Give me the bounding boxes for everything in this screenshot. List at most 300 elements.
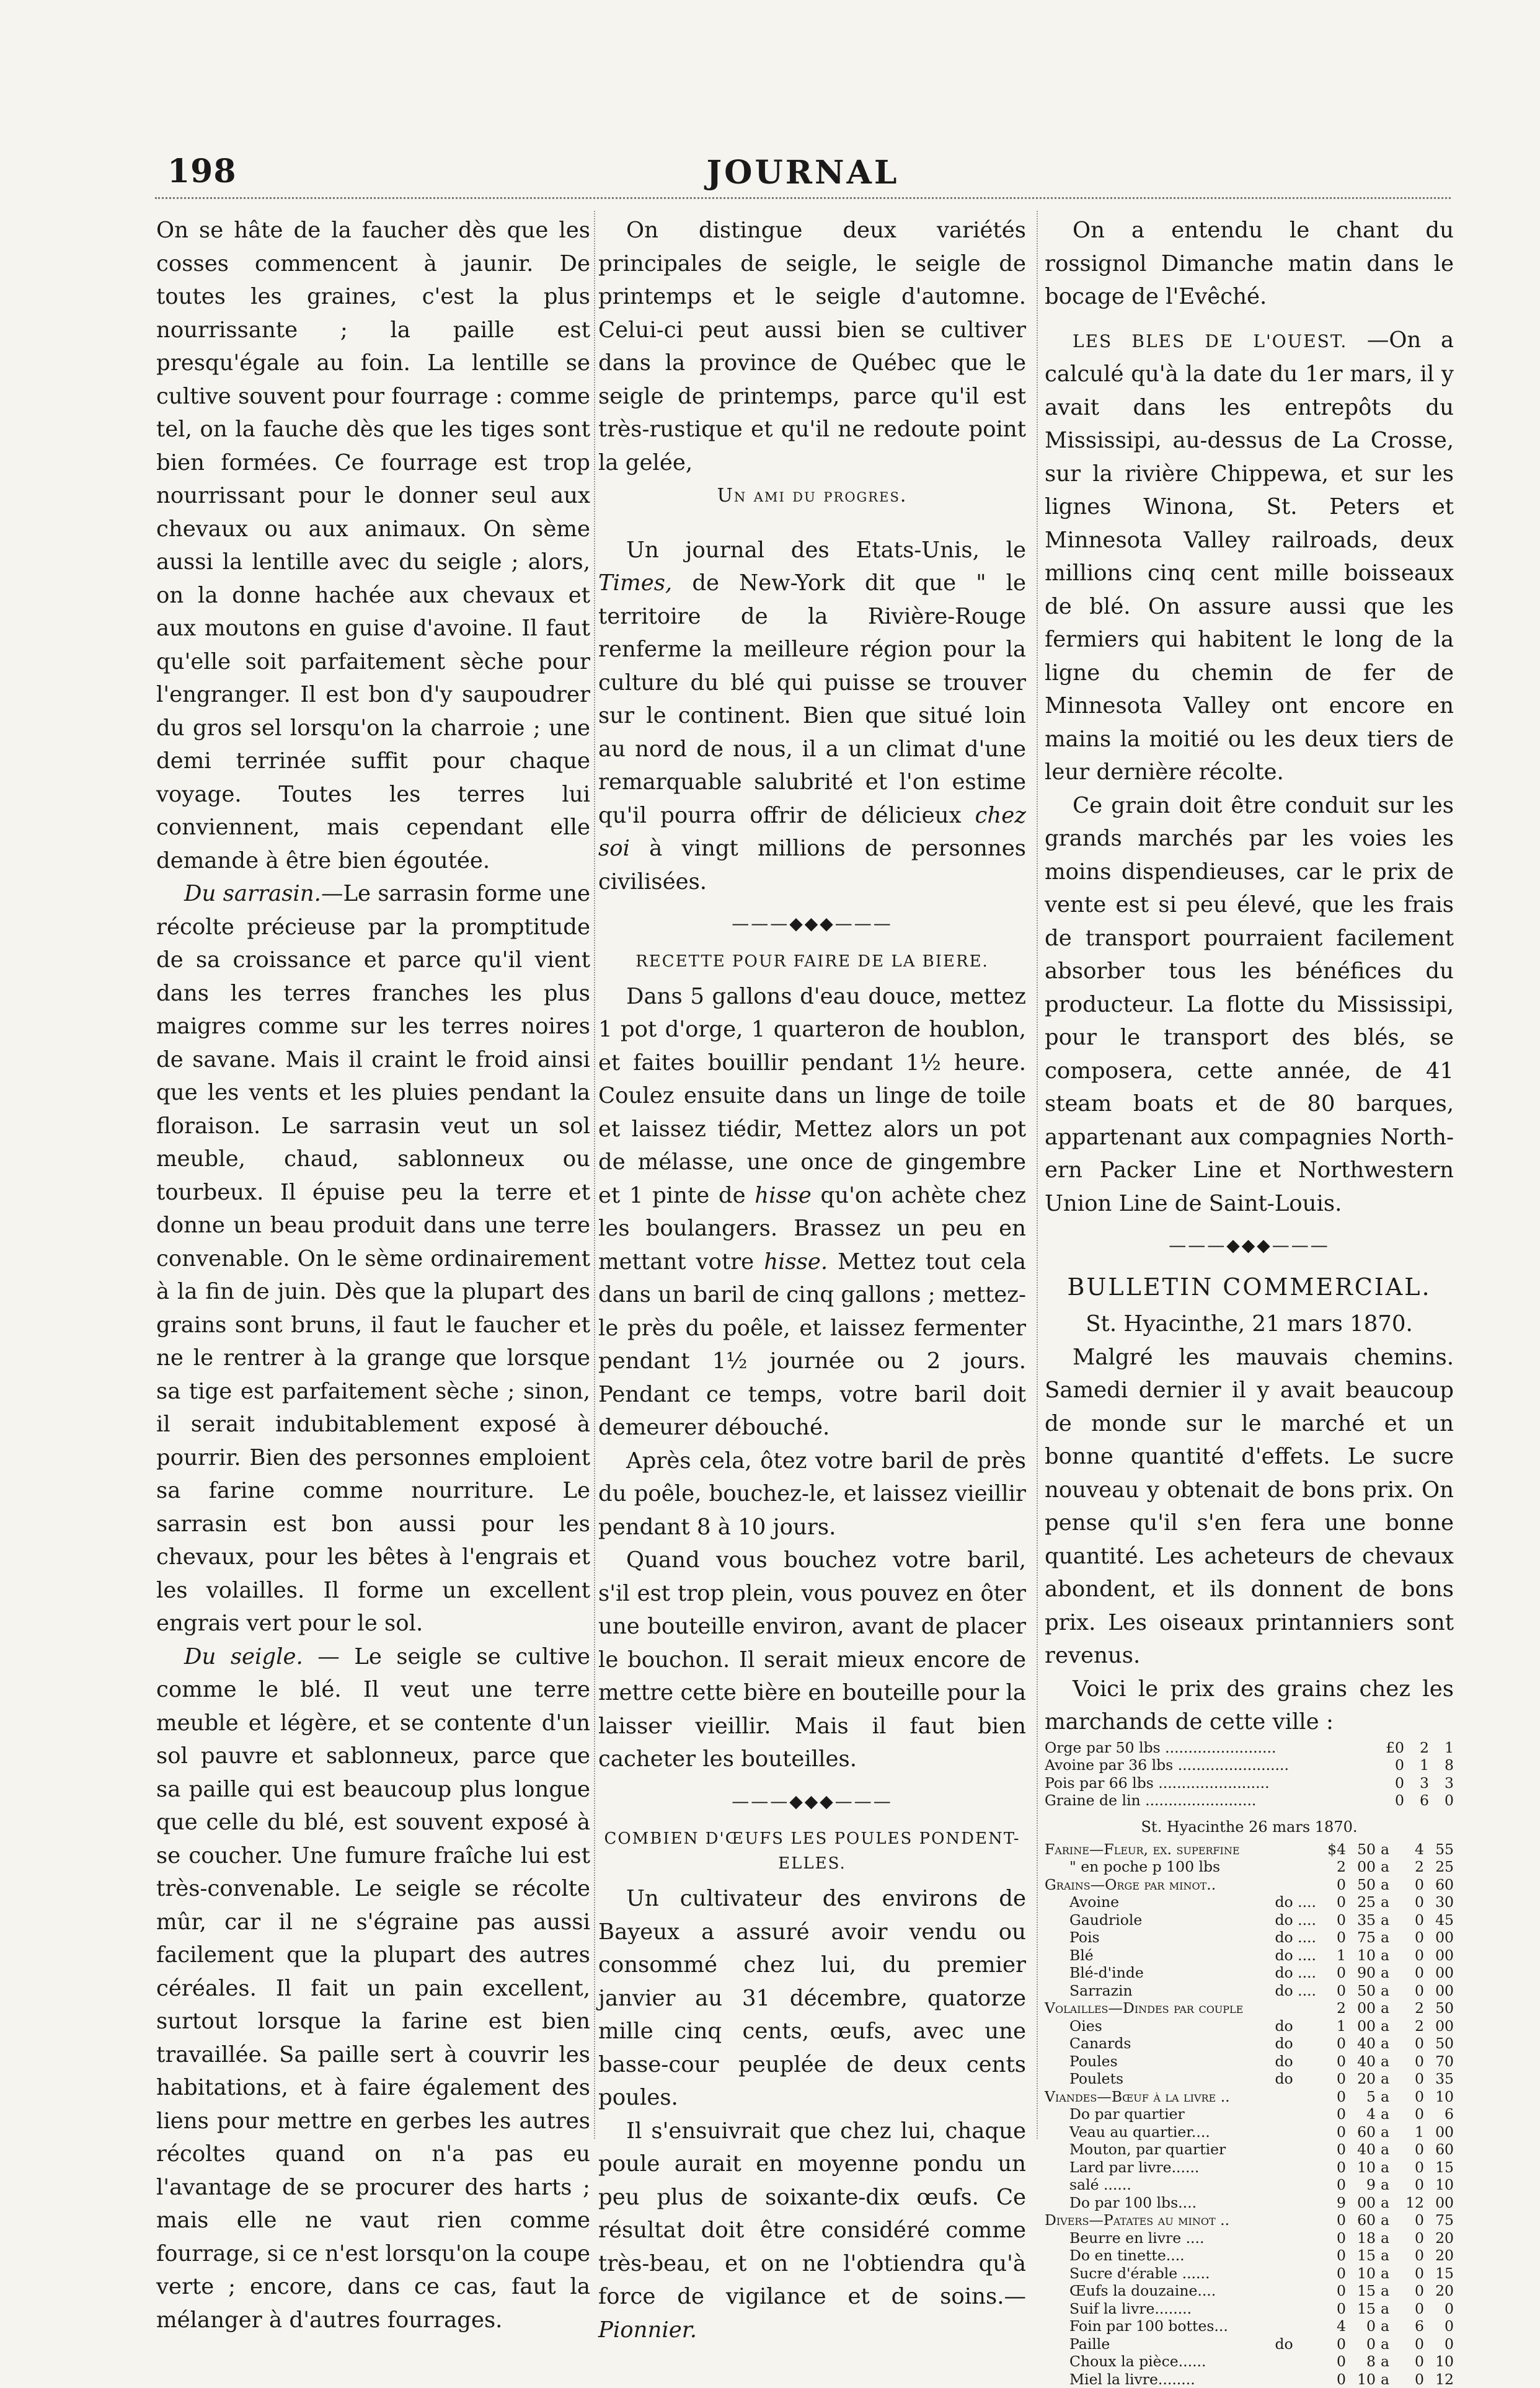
table-row	[1045, 1929, 1454, 1947]
price-value: 0	[1346, 2335, 1376, 2353]
price-value: 55	[1424, 1841, 1454, 1859]
price-value: 15	[1424, 2265, 1454, 2283]
table-row	[1045, 1982, 1454, 2000]
price-value: 10	[1424, 2353, 1454, 2371]
price-value: 12	[1394, 2194, 1424, 2212]
text-span: à vingt millions de personnes civilisées.	[598, 836, 1026, 895]
price-label: Viandes—Bœuf à la livre ..	[1045, 2088, 1275, 2106]
price-separator: a	[1376, 2371, 1394, 2388]
price-value: 20	[1424, 2229, 1454, 2247]
price-value: 0	[1394, 2035, 1424, 2053]
price-value: 10	[1424, 2176, 1454, 2194]
price-label: Gaudriole	[1045, 1911, 1275, 1929]
price-ditto	[1275, 2353, 1316, 2371]
price-value: 60	[1346, 2123, 1376, 2141]
price-value: 0	[1394, 2088, 1424, 2106]
table-row	[1045, 1876, 1454, 1894]
price-value: 2	[1316, 1999, 1346, 2017]
price-label: Veau au quartier....	[1045, 2123, 1275, 2141]
table-row	[1045, 2229, 1454, 2247]
price-value: 10	[1346, 1947, 1376, 1965]
price-label: Do par 100 lbs....	[1045, 2194, 1275, 2212]
price-value: 40	[1346, 2035, 1376, 2053]
column-1	[156, 214, 590, 2337]
price-value: 0	[1346, 2317, 1376, 2335]
price-value: 50	[1346, 1876, 1376, 1894]
price-value: 4	[1346, 2105, 1376, 2123]
text-span: Dans 5 gallons d'eau douce, mettez 1 pot d'orge, 1 quarteron de houblon, et faites bouillir pendant 1½ heure. Coulez ensuite dans un linge de toile et laissez tiédir, Mettez alors un pot de mélasse, une once de gingembre et 1 pinte de	[598, 984, 1026, 1208]
price-value: 15	[1346, 2300, 1376, 2318]
price-label: Avoine par 36 lbs ........................	[1045, 1756, 1379, 1774]
seigle-heading: Du seigle.	[184, 1644, 303, 1669]
bulletin-date: St. Hyacinthe, 21 mars 1870.	[1045, 1307, 1454, 1341]
price-separator: a	[1376, 2176, 1394, 2194]
price-value: 1	[1394, 2123, 1424, 2141]
paragraph-prix-intro: Voici le prix des grains chez les marchands de cette ville :	[1045, 1673, 1454, 1739]
price-value: 60	[1424, 1876, 1454, 1894]
price-separator: a	[1376, 2053, 1394, 2071]
price-value: 50	[1346, 1841, 1376, 1859]
price-separator: a	[1376, 1893, 1394, 1911]
hisse-italic: hisse	[755, 1183, 812, 1208]
paragraph-recette-2: Après cela, ôtez votre baril de près du poêle, bouchez-le, et laissez vieillir pendant 8 à 10 jours.	[598, 1444, 1026, 1544]
table-row	[1045, 2159, 1454, 2177]
price-value: 0	[1394, 1982, 1424, 2000]
seigle-text: — Le seigle se cultive comme le blé. Il veut une terre meuble et légère, et se contente d'un sol pauvre et sablonneux, parce que sa paille qui est beaucoup plus longue que celle du blé, est souvent exposé à se coucher. Une fumure fraîche lui est très-convenable. Le seigle se récolte mûr, car il ne s'égraine pas aussi facilement que la plupart des autres céréales. Il fait un pain excellent, surtout lorsque la farine est bien travaillée. Sa paille sert à couvrir les habitations, et à faire également des liens pour mettre en gerbes les autres récoltes quand on n'a pas eu l'avantage de se procurer des harts ; mais elle ne vaut rien comme fourrage, si ce n'est lorsqu'on la coupe verte ; encore, dans ce cas, faut la mélanger à d'autres fourrages.	[156, 1644, 590, 2333]
price-table-market	[1045, 1841, 1454, 2388]
price-label: Lard par livre......	[1045, 2159, 1275, 2177]
price-value: 0	[1394, 2335, 1424, 2353]
price-value: 9	[1346, 2176, 1376, 2194]
price-value: 0	[1316, 2229, 1346, 2247]
price-value: 90	[1346, 1964, 1376, 1982]
price-value: $4	[1316, 1841, 1346, 1859]
table-row	[1045, 2247, 1454, 2265]
price-value: 0	[1394, 2265, 1424, 2283]
table-row	[1045, 2317, 1454, 2335]
price-value: 4	[1394, 1841, 1424, 1859]
price-separator: a	[1376, 1841, 1394, 1859]
paragraph-bles-ouest	[1045, 324, 1454, 789]
price-value: 30	[1424, 1893, 1454, 1911]
price-value: 00	[1346, 1858, 1376, 1876]
running-title: JOURNAL	[155, 154, 1451, 192]
price-label: Pois	[1045, 1929, 1275, 1947]
price-ditto	[1275, 1999, 1316, 2017]
price-value: 0	[1316, 2371, 1346, 2388]
text-span: qu'on achète chez les boulangers. Brassez un peu en mettant votre	[598, 1183, 1026, 1275]
price-label: Graine de lin ........................	[1045, 1792, 1379, 1810]
price-label: Do par quartier	[1045, 2105, 1275, 2123]
price-label: salé ......	[1045, 2176, 1275, 2194]
price-value: 0	[1394, 2053, 1424, 2071]
price-value: 20	[1424, 2247, 1454, 2265]
price-value: 20	[1424, 2282, 1454, 2300]
sarrasin-text: —Le sarrasin forme une récolte précieuse par la promptitude de sa croissance et parce qu'il vient dans les terres franches les plus maigres comme sur les terres noires de savane. Mais il craint le froid ainsi que les vents et les pluies pendant la floraison. Le sarrasin veut un sol meuble, chaud, sablonneux ou tourbeux. Il épuise peu la terre et donne un beau produit dans une terre convenable. On le sème ordinairement à la fin de juin. Dès que la plupart des grains sont bruns, il faut le faucher et ne le rentrer à la grange que lorsque sa tige est parfaitement sèche ; sinon, il serait indubitablement exposé à pourrir. Bien des personnes emploient sa farine comme nourriture. Le sarrasin est bon aussi pour les chevaux, pour les bêtes à l'engrais et les volailles. Il forme un excellent engrais vert pour le sol.	[156, 881, 590, 1636]
price-separator: a	[1376, 2088, 1394, 2106]
price-ditto: do ....	[1275, 1929, 1316, 1947]
price-value: £0	[1379, 1739, 1404, 1757]
paragraph-recette-1	[598, 980, 1026, 1444]
price-ditto: do	[1275, 2035, 1316, 2053]
price-value: 2	[1394, 1999, 1424, 2017]
paragraph-seigle	[156, 1640, 590, 2337]
price-value: 10	[1346, 2159, 1376, 2177]
pionnier-signature: Pionnier.	[598, 2317, 697, 2343]
price-value: 0	[1316, 2035, 1346, 2053]
column-divider	[594, 211, 595, 2139]
table-row	[1045, 2070, 1454, 2088]
price-ditto	[1275, 2088, 1316, 2106]
price-value: 0	[1429, 1792, 1454, 1810]
price-label: " en poche p 100 lbs	[1045, 1858, 1275, 1876]
price-value: 0	[1316, 2176, 1346, 2194]
price-separator: a	[1376, 1858, 1394, 1876]
paragraph-riviere-rouge	[598, 534, 1026, 899]
price-separator: a	[1376, 2282, 1394, 2300]
price-value: 15	[1424, 2159, 1454, 2177]
spacer	[1045, 314, 1454, 324]
price-label: Farine—Fleur, ex. superfine	[1045, 1841, 1275, 1859]
price-separator: a	[1376, 2317, 1394, 2335]
price-value: 0	[1316, 2335, 1346, 2353]
price-value: 2	[1404, 1739, 1429, 1757]
price-value: 50	[1424, 2035, 1454, 2053]
table-row	[1045, 2353, 1454, 2371]
text-span: de New-York dit que " le territoire de la Rivière-Rouge renferme la meilleure région pour la culture du blé qui puisse se trouver sur le continent. Bien que situé loin au nord de nous, il a un climat d'une remarquable salubrité et l'on estime qu'il pourra offrir de délicieux	[598, 570, 1026, 828]
price-value: 40	[1346, 2141, 1376, 2159]
spacer	[598, 513, 1026, 534]
table-row	[1045, 2123, 1454, 2141]
bulletin-commercial-title: BULLETIN COMMERCIAL.	[1045, 1271, 1454, 1304]
price-label: Orge par 50 lbs ........................	[1045, 1739, 1379, 1757]
price-value: 0	[1316, 1893, 1346, 1911]
price-value: 00	[1424, 1929, 1454, 1947]
paragraph-grain-transport: Ce grain doit être conduit sur les grands marchés par les voies les moins dispendieuses, car le prix de vente est si peu élevé, que les frais de transport pourraient facilement absorber tous les bénéfices du producteur. La flotte du Mississipi, pour le transport des blés, se composera, cette année, de 41 steam boats et de 80 barques, appartenant aux compagnies North-ern Packer Line et Northwestern Union Line de Saint-Louis.	[1045, 789, 1454, 1221]
price-separator: a	[1376, 1929, 1394, 1947]
price-value: 0	[1316, 1964, 1346, 1982]
price-value: 6	[1424, 2105, 1454, 2123]
paragraph-rossignol: On a entendu le chant du rossignol Dimanche matin dans le bocage de l'Evêché.	[1045, 214, 1454, 314]
price-value: 35	[1424, 2070, 1454, 2088]
ornament-divider: ———◆◆◆———	[598, 1785, 1026, 1818]
price-value: 0	[1394, 2141, 1424, 2159]
price-ditto	[1275, 2282, 1316, 2300]
price-ditto: do	[1275, 2053, 1316, 2071]
price-ditto	[1275, 2194, 1316, 2212]
table-row	[1045, 2211, 1454, 2229]
price-value: 2	[1316, 1858, 1346, 1876]
table-row	[1045, 2053, 1454, 2071]
price-label: Canards	[1045, 2035, 1275, 2053]
price-label: Œufs la douzaine....	[1045, 2282, 1275, 2300]
heading-recette-biere: RECETTE POUR FAIRE DE LA BIERE.	[598, 949, 1026, 974]
price-separator: a	[1376, 2123, 1394, 2141]
price-value: 0	[1316, 2353, 1346, 2371]
table-row	[1045, 1756, 1454, 1774]
price-separator: a	[1376, 1999, 1394, 2017]
price-separator: a	[1376, 2141, 1394, 2159]
price-label: Paille	[1045, 2335, 1275, 2353]
column-3	[1045, 214, 1454, 2388]
price-ditto: do ....	[1275, 1964, 1316, 1982]
price-label: Oies	[1045, 2017, 1275, 2035]
price-value: 0	[1316, 2159, 1346, 2177]
price-ditto: do ....	[1275, 1982, 1316, 2000]
column-2	[598, 214, 1026, 2346]
table-row	[1045, 2265, 1454, 2283]
price-separator: a	[1376, 1876, 1394, 1894]
price-ditto	[1275, 2300, 1316, 2318]
price-value: 0	[1394, 2300, 1424, 2318]
hisse-italic: hisse.	[764, 1249, 828, 1275]
paragraph-bayeux: Un cultivateur des environs de Bayeux a assuré avoir vendu ou consommé chez lui, du premier janvier au 31 décembre, quatorze mille cinq cents, œufs, avec une basse-cour peuplée de deux cents poules.	[598, 1882, 1026, 2115]
table-row	[1045, 1893, 1454, 1911]
price-value: 0	[1394, 1911, 1424, 1929]
price-value: 9	[1316, 2194, 1346, 2212]
paragraph-moyenne	[598, 2115, 1026, 2347]
price-value: 6	[1404, 1792, 1429, 1810]
price-ditto: do	[1275, 2335, 1316, 2353]
price-value: 0	[1316, 2088, 1346, 2106]
price-ditto	[1275, 2141, 1316, 2159]
price-value: 0	[1316, 2282, 1346, 2300]
price-value: 0	[1394, 2105, 1424, 2123]
price-value: 60	[1424, 2141, 1454, 2159]
price-value: 00	[1424, 2194, 1454, 2212]
price-table-date: St. Hyacinthe 26 mars 1870.	[1045, 1816, 1454, 1838]
price-ditto: do ....	[1275, 1893, 1316, 1911]
price-ditto	[1275, 1876, 1316, 1894]
price-ditto	[1275, 2265, 1316, 2283]
price-value: 00	[1346, 1999, 1376, 2017]
price-value: 2	[1394, 2017, 1424, 2035]
price-value: 25	[1424, 1858, 1454, 1876]
table-row	[1045, 1999, 1454, 2017]
page-header	[155, 148, 1451, 197]
price-value: 18	[1346, 2229, 1376, 2247]
price-label: Beurre en livre ....	[1045, 2229, 1275, 2247]
price-value: 0	[1394, 2176, 1424, 2194]
price-value: 0	[1394, 1893, 1424, 1911]
price-separator: a	[1376, 2265, 1394, 2283]
price-label: Poulets	[1045, 2070, 1275, 2088]
price-separator: a	[1376, 2335, 1394, 2353]
price-label: Volailles—Dindes par couple	[1045, 1999, 1275, 2017]
price-table-grains	[1045, 1739, 1454, 1810]
price-value: 50	[1424, 1999, 1454, 2017]
price-ditto: do ....	[1275, 1947, 1316, 1965]
price-value: 1	[1429, 1739, 1454, 1757]
table-row	[1045, 1911, 1454, 1929]
page-number: 198	[167, 153, 237, 190]
ornament-divider: ———◆◆◆———	[1045, 1229, 1454, 1262]
price-value: 0	[1394, 1929, 1424, 1947]
price-label: Sucre d'érable ......	[1045, 2265, 1275, 2283]
table-row	[1045, 2176, 1454, 2194]
price-value: 8	[1429, 1756, 1454, 1774]
price-value: 0	[1316, 1876, 1346, 1894]
price-value: 12	[1424, 2371, 1454, 2388]
text-span: —On a calculé qu'à la date du 1er mars, il y avait dans les entrepôts du Mississipi, au-dessus de La Crosse, sur la rivière Chippewa, et sur les lignes Winona, St. Peters et Minnesota Valley railroads, deux millions cinq cent mille boisseaux de blé. On assure aussi que les fermiers qui habitent le long de la ligne du chemin de fer de Minnesota Valley ont encore en mains la moitié ou les deux tiers de leur dernière récolte.	[1045, 327, 1454, 785]
price-value: 0	[1394, 2159, 1424, 2177]
price-ditto	[1275, 2211, 1316, 2229]
text-span: Il s'ensuivrait que chez lui, chaque poule aurait en moyenne pondu un peu plus de soixante-dix œufs. Ce résultat doit être considéré comme très-beau, et on ne l'obtiendra qu'à force de vigilance et de soins.—	[598, 2118, 1026, 2310]
times-italic: Times,	[598, 570, 672, 596]
price-value: 1	[1404, 1756, 1429, 1774]
signature-ami-progres: Un ami du progres.	[598, 479, 1026, 513]
price-ditto	[1275, 2105, 1316, 2123]
price-value: 00	[1424, 1964, 1454, 1982]
ornament-divider: ———◆◆◆———	[598, 907, 1026, 940]
paragraph-recette-3: Quand vous bouchez votre baril, s'il est trop plein, vous pouvez en ôter une bouteille environ, avant de placer le bouchon. Il serait mieux encore de mettre cette bière en bouteille pour la laisser vieillir. Mais il faut bien cacheter les bouteilles.	[598, 1544, 1026, 1776]
table-row	[1045, 1858, 1454, 1876]
price-value: 00	[1424, 1982, 1454, 2000]
price-value: 10	[1346, 2265, 1376, 2283]
price-separator: a	[1376, 2035, 1394, 2053]
price-value: 20	[1346, 2070, 1376, 2088]
price-ditto: do	[1275, 2070, 1316, 2088]
text-span: Mettez tout cela dans un baril de cinq gallons ; mettez-le près du poêle, et laissez fermenter pendant 1½ journée ou 2 jours. Pendant ce temps, votre baril doit demeurer débouché.	[598, 1249, 1026, 1441]
price-separator: a	[1376, 2017, 1394, 2035]
price-separator: a	[1376, 1982, 1394, 2000]
price-label: Blé-d'inde	[1045, 1964, 1275, 1982]
price-value: 0	[1316, 2141, 1346, 2159]
price-value: 0	[1394, 2070, 1424, 2088]
price-value: 25	[1346, 1893, 1376, 1911]
price-value: 0	[1394, 2282, 1424, 2300]
price-value: 00	[1424, 2017, 1454, 2035]
price-separator: a	[1376, 2247, 1394, 2265]
table-row	[1045, 2141, 1454, 2159]
price-value: 0	[1316, 2211, 1346, 2229]
table-row	[1045, 2017, 1454, 2035]
price-separator: a	[1376, 2159, 1394, 2177]
price-value: 0	[1424, 2335, 1454, 2353]
price-value: 00	[1346, 2194, 1376, 2212]
price-ditto	[1275, 1858, 1316, 1876]
price-ditto	[1275, 2229, 1316, 2247]
table-row	[1045, 1739, 1454, 1757]
header-rule	[155, 197, 1451, 199]
price-label: Divers—Patates au minot ..	[1045, 2211, 1275, 2229]
price-separator: a	[1376, 2300, 1394, 2318]
price-ditto	[1275, 2159, 1316, 2177]
price-value: 75	[1346, 1929, 1376, 1947]
price-ditto: do	[1275, 2017, 1316, 2035]
price-value: 00	[1424, 2123, 1454, 2141]
price-label: Do en tinette....	[1045, 2247, 1275, 2265]
price-separator: a	[1376, 2105, 1394, 2123]
price-label: Pois par 66 lbs ........................	[1045, 1774, 1379, 1792]
price-separator: a	[1376, 2211, 1394, 2229]
paragraph-marche: Malgré les mauvais chemins. Samedi dernier il y avait beaucoup de monde sur le marché et un bonne quantité d'effets. Le sucre nouveau y obtenait de bons prix. On pense qu'il s'en fera une bonne quantité. Les acheteurs de chevaux abondent, et ils donnent de bons prix. Les oiseaux printanniers sont revenus.	[1045, 1341, 1454, 1673]
table-row	[1045, 2300, 1454, 2318]
price-ditto	[1275, 2371, 1316, 2388]
price-separator: a	[1376, 1911, 1394, 1929]
price-label: Choux la pièce......	[1045, 2353, 1275, 2371]
table-row	[1045, 1841, 1454, 1859]
price-value: 60	[1346, 2211, 1376, 2229]
price-ditto: do ....	[1275, 1911, 1316, 1929]
chez-soi-italic: chez soi	[598, 803, 1026, 862]
price-value: 0	[1394, 2353, 1424, 2371]
table-row	[1045, 2194, 1454, 2212]
price-value: 00	[1424, 1947, 1454, 1965]
price-value: 0	[1316, 1929, 1346, 1947]
price-value: 0	[1316, 2070, 1346, 2088]
price-value: 8	[1346, 2353, 1376, 2371]
price-ditto	[1275, 2317, 1316, 2335]
price-value: 0	[1394, 2229, 1424, 2247]
price-separator: a	[1376, 2070, 1394, 2088]
text-span: Un journal des Etats-Unis, le	[626, 537, 1026, 563]
table-row	[1045, 1947, 1454, 1965]
price-value: 50	[1346, 1982, 1376, 2000]
price-separator: a	[1376, 2229, 1394, 2247]
price-label: Miel la livre........	[1045, 2371, 1275, 2388]
paragraph-sarrasin	[156, 877, 590, 1640]
price-label: Suif la livre........	[1045, 2300, 1275, 2318]
price-label: Avoine	[1045, 1893, 1275, 1911]
price-value: 0	[1394, 1947, 1424, 1965]
price-value: 0	[1394, 1876, 1424, 1894]
column-divider	[1037, 211, 1038, 2139]
table-row	[1045, 2088, 1454, 2106]
price-label: Foin par 100 bottes...	[1045, 2317, 1275, 2335]
table-row	[1045, 1792, 1454, 1810]
price-label: Blé	[1045, 1947, 1275, 1965]
price-ditto	[1275, 1841, 1316, 1859]
paragraph-varietes-seigle: On distingue deux variétés principales de seigle, le seigle de printemps et le seigle d'automne. Celui-ci peut aussi bien se cultiver dans la province de Québec que le seigle de printemps, parce qu'il est très-rustique et qu'il ne redoute point la gelée,	[598, 214, 1026, 479]
price-value: 0	[1394, 2371, 1424, 2388]
table-row	[1045, 2282, 1454, 2300]
heading-bles-ouest: LES BLES DE L'OUEST.	[1073, 331, 1347, 352]
price-value: 10	[1346, 2371, 1376, 2388]
price-value: 0	[1379, 1774, 1404, 1792]
price-value: 0	[1316, 2053, 1346, 2071]
price-ditto	[1275, 2247, 1316, 2265]
price-separator: a	[1376, 2353, 1394, 2371]
sarrasin-heading: Du sarrasin.	[184, 881, 321, 906]
price-value: 4	[1316, 2317, 1346, 2335]
price-value: 0	[1424, 2317, 1454, 2335]
table-row	[1045, 2105, 1454, 2123]
price-value: 6	[1394, 2317, 1424, 2335]
price-value: 15	[1346, 2247, 1376, 2265]
price-value: 45	[1424, 1911, 1454, 1929]
price-value: 2	[1394, 1858, 1424, 1876]
price-separator: a	[1376, 1964, 1394, 1982]
price-value: 0	[1394, 1964, 1424, 1982]
price-value: 00	[1346, 2017, 1376, 2035]
table-row	[1045, 2035, 1454, 2053]
price-value: 35	[1346, 1911, 1376, 1929]
price-ditto	[1275, 2123, 1316, 2141]
price-ditto	[1275, 2176, 1316, 2194]
price-value: 0	[1379, 1756, 1404, 1774]
heading-oeufs-poules: COMBIEN D'ŒUFS LES POULES PONDENT-ELLES.	[598, 1826, 1026, 1876]
table-row	[1045, 2371, 1454, 2388]
price-value: 0	[1394, 2211, 1424, 2229]
price-label: Poules	[1045, 2053, 1275, 2071]
table-row	[1045, 2335, 1454, 2353]
price-separator: a	[1376, 2194, 1394, 2212]
price-value: 0	[1379, 1792, 1404, 1810]
price-separator: a	[1376, 1947, 1394, 1965]
price-value: 0	[1316, 1982, 1346, 2000]
price-value: 3	[1404, 1774, 1429, 1792]
